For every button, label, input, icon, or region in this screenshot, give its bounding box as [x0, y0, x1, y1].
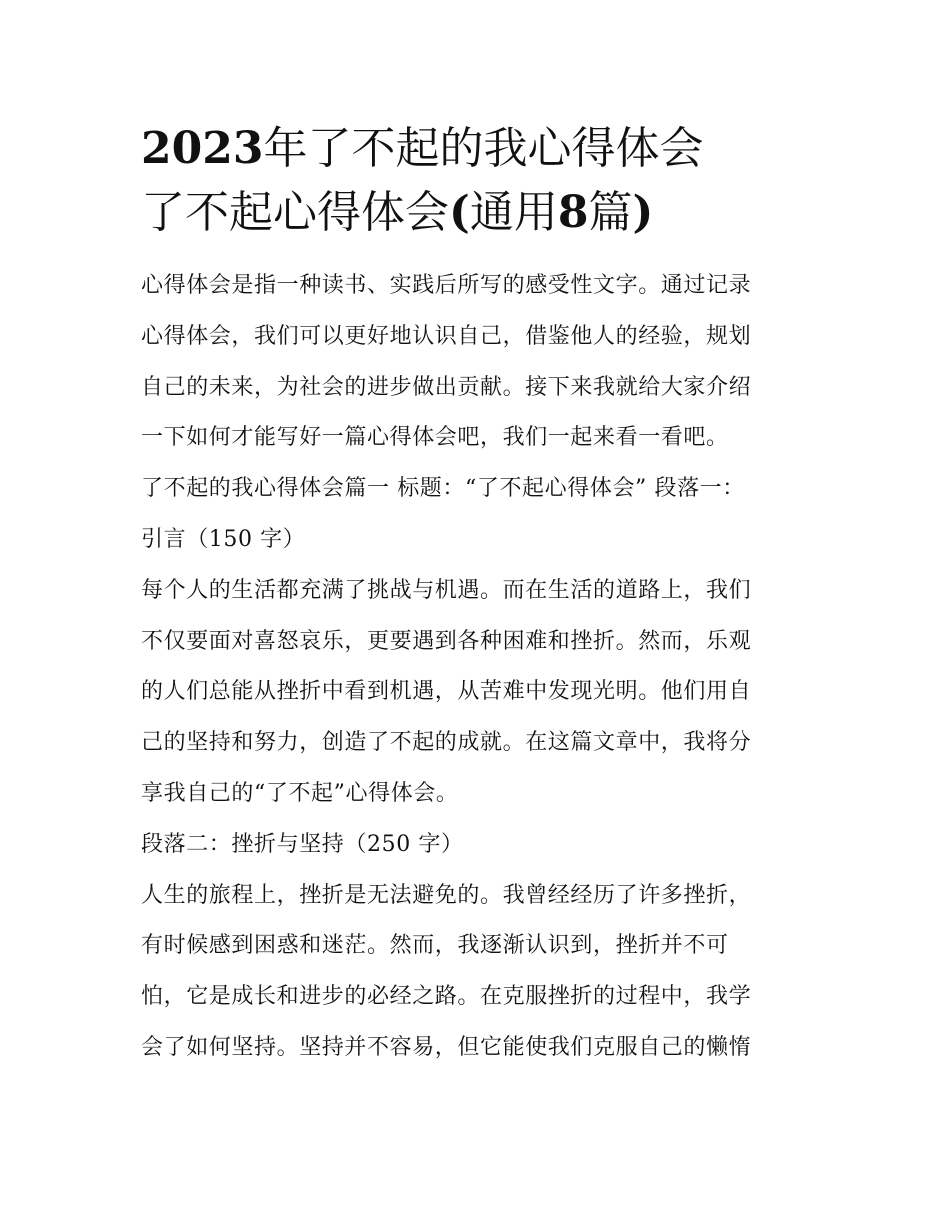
title-count: 8	[557, 187, 589, 238]
text-line: 心得体会，我们可以更好地认识自己，借鉴他人的经验，规划	[141, 323, 752, 349]
text-line: 不仅要面对喜怒哀乐，更要遇到各种困难和挫折。然而，乐观	[141, 628, 752, 654]
text-line: 怕，它是成长和进步的必经之路。在克服挫折的过程中，我学	[141, 984, 752, 1010]
title-year: 2023	[141, 123, 264, 174]
text-line: 一下如何才能写好一篇心得体会吧，我们一起来看一看吧。	[141, 425, 729, 451]
title-open-paren: (	[449, 187, 470, 238]
text-line: 的人们总能从挫折中看到机遇，从苦难中发现光明。他们用自	[141, 679, 752, 705]
text-line: 了不起的我心得体会篇一 标题：“了不起心得体会” 段落一：	[141, 476, 745, 502]
document-body	[141, 261, 821, 1074]
text-line: 引言（150 字）	[141, 526, 306, 552]
title-line-2-text-c: 通用	[469, 187, 558, 238]
title-line-1-text: 年了不起的我心得体会	[263, 123, 704, 174]
text-line: 享我自己的“了不起”心得体会。	[141, 780, 459, 806]
text-line: 会了如何坚持。坚持并不容易，但它能使我们克服自己的懒惰	[141, 1034, 752, 1060]
text-line: 每个人的生活都充满了挑战与机遇。而在生活的道路上，我们	[141, 577, 752, 603]
document-page	[141, 117, 821, 1074]
text-line: 有时候感到困惑和迷茫。然而，我逐渐认识到，挫折并不可	[141, 933, 729, 959]
title-line-2	[141, 181, 821, 245]
text-line: 段落二：挫折与坚持（250 字）	[141, 831, 464, 857]
title-close-paren: )	[632, 187, 654, 238]
text-line: 人生的旅程上，挫折是无法避免的。我曾经经历了许多挫折，	[141, 882, 752, 908]
title-line-1	[141, 117, 821, 181]
title-line-2-text-e: 篇	[588, 187, 633, 238]
text-line: 心得体会是指一种读书、实践后所写的感受性文字。通过记录	[141, 273, 752, 298]
text-line: 自己的未来，为社会的进步做出贡献。接下来我就给大家介绍	[141, 374, 752, 400]
text-line: 己的坚持和努力，创造了不起的成就。在这篇文章中，我将分	[141, 730, 752, 756]
title-line-2-text-a: 了不起心得体会	[141, 187, 449, 238]
